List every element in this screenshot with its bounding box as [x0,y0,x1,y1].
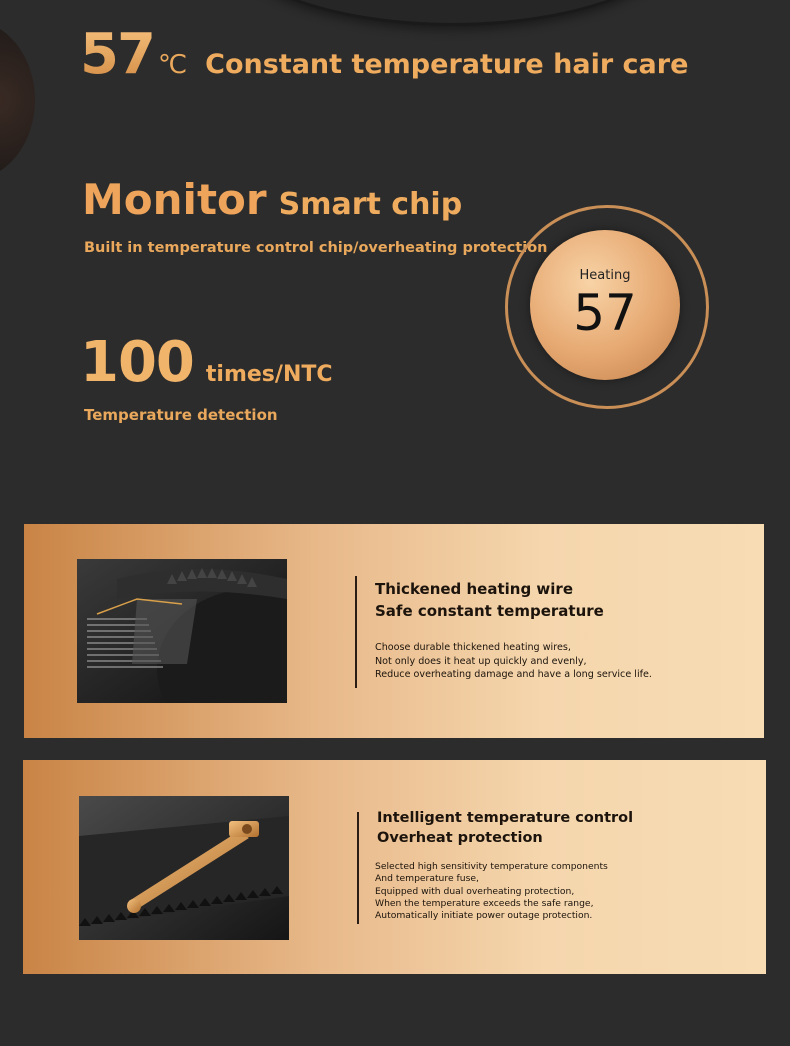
panel-body [375,861,608,922]
fuse-image [79,796,289,940]
heating-wire-photo [77,559,287,703]
panel-title-line: Safe constant temperature [375,602,604,620]
panel-body-line: Equipped with dual overheating protection, [375,885,575,897]
monitor-word: Monitor [82,175,267,224]
monitor-heading [82,175,462,224]
detection-unit: times/NTC [205,362,333,387]
heating-wire-image [77,559,287,703]
chip-description: Built in temperature control chip/overheating protection [84,240,548,256]
panel-body-line: Reduce overheating damage and have a long service life. [375,669,652,681]
smart-chip-subtitle: Smart chip [278,187,463,222]
celsius-unit: ℃ [157,50,188,80]
panel-body-line: When the temperature exceeds the safe range, [375,897,594,909]
panel-title-line: Intelligent temperature control [377,810,634,826]
detection-heading [80,330,333,395]
panel-title [375,578,604,622]
panel-divider [355,576,357,688]
panel-body-line: Not only does it heat up quickly and evenly, [375,655,587,667]
panel-body-line: Selected high sensitivity temperature components [375,861,608,872]
panel-title [377,808,633,848]
gauge-value: 57 [573,284,637,342]
detection-count: 100 [80,330,194,395]
panel-title-line: Overheat protection [377,830,543,846]
fuse-photo [79,796,289,940]
gauge-label: Heating [579,268,631,283]
hero-title: Constant temperature hair care [205,49,689,80]
panel-divider [357,812,359,924]
hero-heading [80,22,688,87]
product-side-decoration [0,20,35,180]
panel-title-line: Thickened heating wire [375,580,573,598]
detection-description: Temperature detection [84,406,278,424]
panel-body-line: Choose durable thickened heating wires, [375,642,571,653]
panel-body [375,641,652,682]
hero-temperature-value: 57 [80,22,154,87]
panel-body-line: Automatically initiate power outage protection. [375,910,593,922]
panel-body-line: And temperature fuse, [375,873,479,885]
